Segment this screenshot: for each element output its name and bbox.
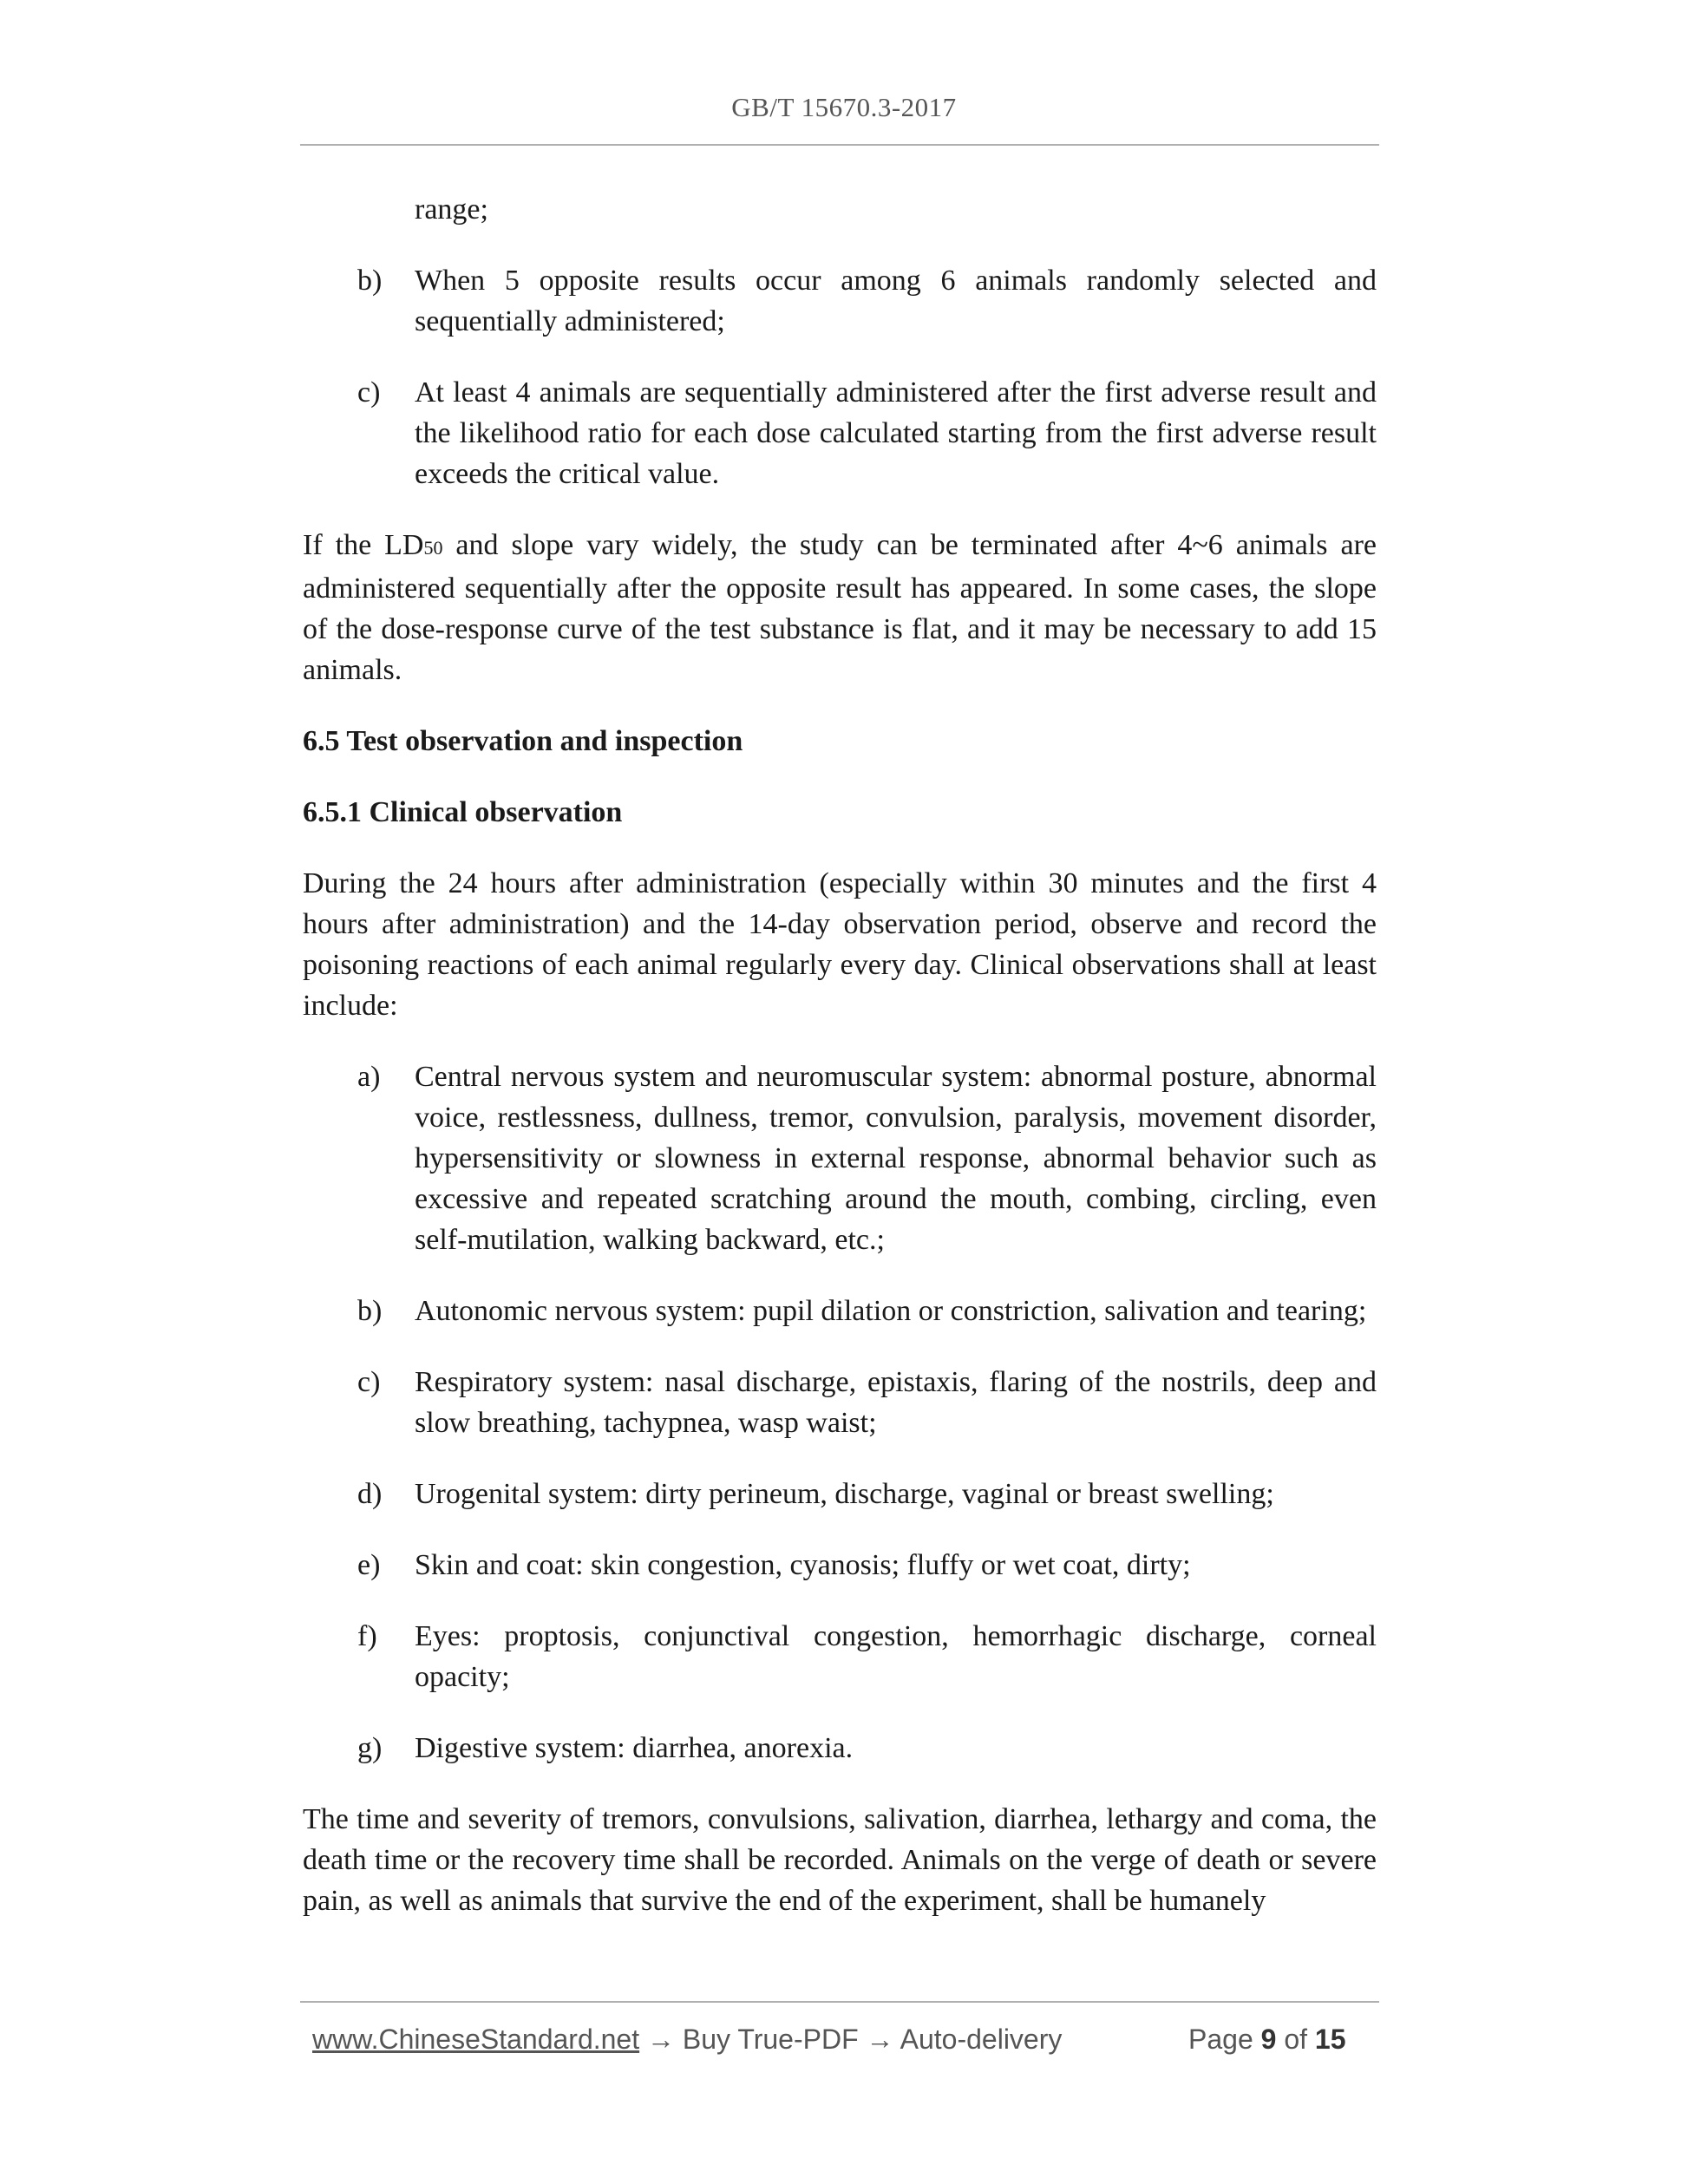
list-item-text: Autonomic nervous system: pupil dilation or constriction, salivation and tearing;: [415, 1295, 1367, 1327]
page-number: [1188, 2024, 1345, 2056]
observation-paragraph: During the 24 hours after administration (especially within 30 minutes and the first 4 hours after administration) and the 14-day observation period, observe and record the poisoning reactions of each animal regularly every day. Clinical observations shall at least include:: [303, 867, 1377, 1022]
page-header-title: GB/T 15670.3-2017: [731, 92, 957, 122]
footer-links: [312, 2024, 1062, 2056]
chinesestandard-link[interactable]: www.ChineseStandard.net: [312, 2024, 640, 2055]
of-word: of: [1284, 2024, 1307, 2055]
ld-rest: and slope vary widely, the study can be terminated after 4~6 animals are administered sequentially after the opposite result has appeared. In some cases, the slope of the dose-response curve of the test substance is flat, and it may be necessary to add 15 animals.: [303, 529, 1377, 686]
list-item-label: b): [357, 265, 383, 297]
list-item-label: c): [357, 376, 381, 409]
continuation-text: range;: [415, 193, 488, 226]
list-item-label: b): [357, 1295, 383, 1327]
list-item: [357, 1616, 1377, 1697]
list-item-label: f): [357, 1620, 377, 1652]
list-item-text: Respiratory system: nasal discharge, epistaxis, flaring of the nostrils, deep and slow breathing, tachypnea, wasp waist;: [415, 1366, 1377, 1439]
ld-prefix: If the LD: [303, 529, 424, 561]
list-item-text: When 5 opposite results occur among 6 animals randomly selected and sequentially administered;: [415, 265, 1377, 337]
list-item-label: g): [357, 1732, 383, 1764]
list-item: [357, 1362, 1377, 1443]
list-item-text: Eyes: proptosis, conjunctival congestion, hemorrhagic discharge, corneal opacity;: [415, 1620, 1377, 1693]
list-item: [357, 1291, 1377, 1331]
list-item: [357, 372, 1377, 494]
arrow-icon: →: [858, 2024, 900, 2055]
total-pages: 15: [1314, 2024, 1346, 2055]
list-item-label: e): [357, 1549, 381, 1581]
ld-subscript: 50: [423, 537, 443, 559]
list-item: [357, 1056, 1377, 1260]
footer-divider: [300, 2001, 1379, 2003]
auto-delivery-text: Auto-delivery: [900, 2024, 1063, 2055]
arrow-icon: →: [639, 2024, 683, 2055]
header-divider: [300, 144, 1379, 146]
section-heading-6-5-1: 6.5.1 Clinical observation: [303, 796, 623, 828]
list-item-text: Urogenital system: dirty perineum, discharge, vaginal or breast swelling;: [415, 1478, 1274, 1510]
list-item: [357, 1474, 1377, 1514]
list-item-text: Central nervous system and neuromuscular system: abnormal posture, abnormal voice, restlessness, dullness, tremor, convulsion, paralysis, movement disorder, hypersensitivity or slowness in external response, abnormal behavior such as excessive and repeated scratching around the mouth, combing, circling, even self-mutilation, walking backward, etc.;: [415, 1061, 1377, 1256]
page-body: [303, 189, 1377, 1952]
recording-paragraph: The time and severity of tremors, convulsions, salivation, diarrhea, lethargy and coma, the death time or the recovery time shall be recorded. Animals on the verge of death or severe pain, as well as animals that survive the end of the experiment, shall be humanely: [303, 1803, 1377, 1917]
page-word: Page: [1188, 2024, 1253, 2055]
list-item-text: Skin and coat: skin congestion, cyanosis; fluffy or wet coat, dirty;: [415, 1549, 1191, 1581]
list-item: [357, 260, 1377, 342]
list-item-label: c): [357, 1366, 381, 1398]
list-item: [357, 1728, 1377, 1769]
list-item-text: Digestive system: diarrhea, anorexia.: [415, 1732, 854, 1764]
list-item-label: d): [357, 1478, 383, 1510]
list-item-label: a): [357, 1061, 381, 1093]
list-item: [357, 1545, 1377, 1586]
section-heading-6-5: 6.5 Test observation and inspection: [303, 725, 743, 757]
buy-true-pdf-text: Buy True-PDF: [682, 2024, 859, 2055]
list-item-text: At least 4 animals are sequentially administered after the first adverse result and the likelihood ratio for each dose calculated starting from the first adverse result exceeds the critical value.: [415, 376, 1377, 490]
ld50-paragraph: [303, 525, 1377, 690]
current-page: 9: [1260, 2024, 1277, 2055]
